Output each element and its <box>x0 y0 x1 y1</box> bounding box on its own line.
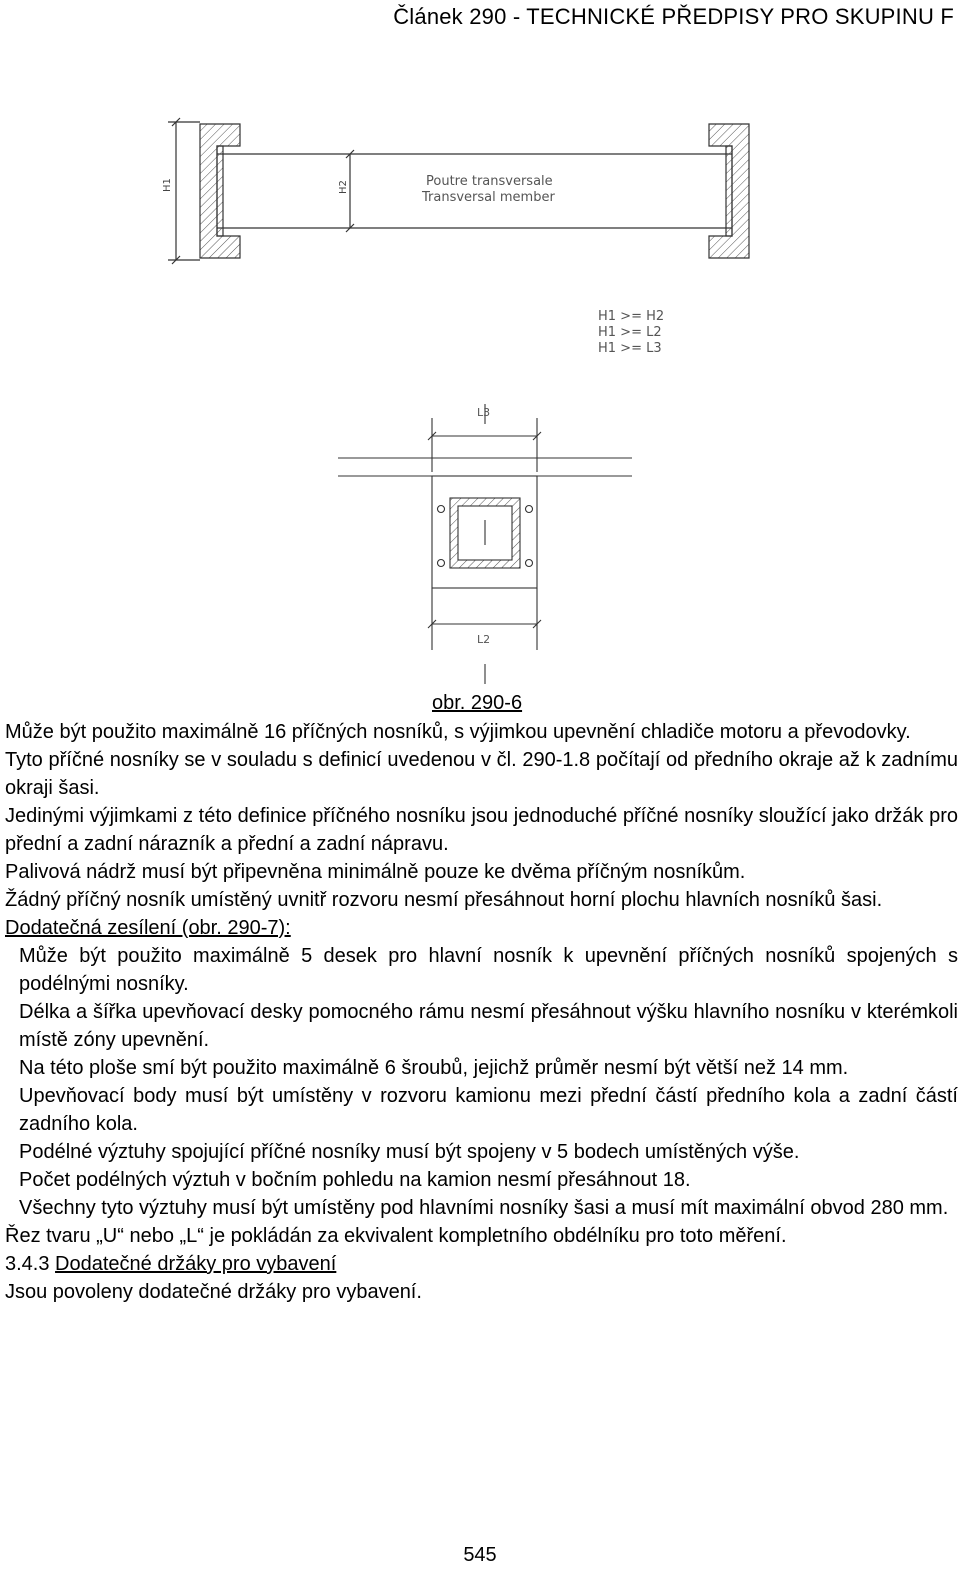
paragraph: Palivová nádrž musí být připevněna minimálně pouze ke dvěma příčným nosníkům. <box>5 861 746 883</box>
section-subheading: Dodatečná zesílení (obr. 290-7): <box>5 917 291 939</box>
h1-label: H1 <box>162 178 173 192</box>
rule-h1-l2: H1 >= L2 <box>598 325 662 340</box>
l2-label: L2 <box>477 633 491 646</box>
paragraph: Jedinými výjimkami z této definice příčného nosníku jsou jednoduché příčné nosníky sloužící jako držák pro přední a zadní nárazník a přední a zadní nápravu. <box>5 805 958 855</box>
paragraph: Může být použito maximálně 16 příčných nosníků, s výjimkou upevnění chladiče motoru a převodovky. <box>5 721 911 743</box>
member-end-plate-right <box>726 146 732 236</box>
paragraph: Jsou povoleny dodatečné držáky pro vybavení. <box>5 1281 422 1303</box>
page-header: Článek 290 - TECHNICKÉ PŘEDPISY PRO SKUPINU F <box>393 4 954 29</box>
paragraph: Počet podélných výztuh v bočním pohledu na kamion nesmí přesáhnout 18. <box>19 1169 691 1191</box>
paragraph: Všechny tyto výztuhy musí být umístěny pod hlavními nosníky šasi a musí mít maximální obvod 280 mm. <box>19 1197 949 1219</box>
body-text <box>5 718 958 1306</box>
paragraph: Podélné výztuhy spojující příčné nosníky musí být spojeny v 5 bodech umístěných výše. <box>19 1141 800 1163</box>
member-label-fr: Poutre transversale <box>426 174 553 189</box>
rule-h1-l3: H1 >= L3 <box>598 341 662 356</box>
bolt-circle <box>438 506 445 513</box>
paragraph: Žádný příčný nosník umístěný uvnitř rozvoru nesmí přesáhnout horní plochu hlavních nosníků šasi. <box>5 889 883 911</box>
paragraph: Na této ploše smí být použito maximálně 6 šroubů, jejichž průměr nesmí být větší než 14 mm. <box>19 1057 849 1079</box>
bolt-circle <box>438 560 445 567</box>
section-number: 3.4.3 <box>5 1253 50 1275</box>
paragraph: Upevňovací body musí být umístěny v rozvoru kamionu mezi přední částí předního kola a zadní částí zadního kola. <box>19 1085 958 1135</box>
page-number: 545 <box>463 1544 497 1566</box>
bolt-circle <box>526 560 533 567</box>
member-end-plate-left <box>217 146 223 236</box>
bolt-circle <box>526 506 533 513</box>
paragraph: Délka a šířka upevňovací desky pomocného rámu nesmí přesáhnout výšku hlavního nosníku v kterémkoli místě zóny upevnění. <box>19 1001 958 1051</box>
section-title: Dodatečné držáky pro vybavení <box>55 1253 337 1275</box>
h2-label: H2 <box>338 180 349 194</box>
member-label-en: Transversal member <box>422 190 555 205</box>
section-heading <box>5 1250 958 1278</box>
rule-h1-h2: H1 >= H2 <box>598 309 665 324</box>
technical-drawing <box>0 0 960 700</box>
l3-label: L3 <box>477 406 491 419</box>
paragraph: Tyto příčné nosníky se v souladu s definicí uvedenou v čl. 290-1.8 počítají od předního okraje až k zadnímu okraji šasi. <box>5 749 958 799</box>
paragraph: Řez tvaru „U“ nebo „L“ je pokládán za ekvivalent kompletního obdélníku pro toto měření. <box>5 1225 787 1247</box>
paragraph: Může být použito maximálně 5 desek pro hlavní nosník k upevnění příčných nosníků spojených s podélnými nosníky. <box>19 945 958 995</box>
figure-caption: obr. 290-6 <box>432 692 523 714</box>
